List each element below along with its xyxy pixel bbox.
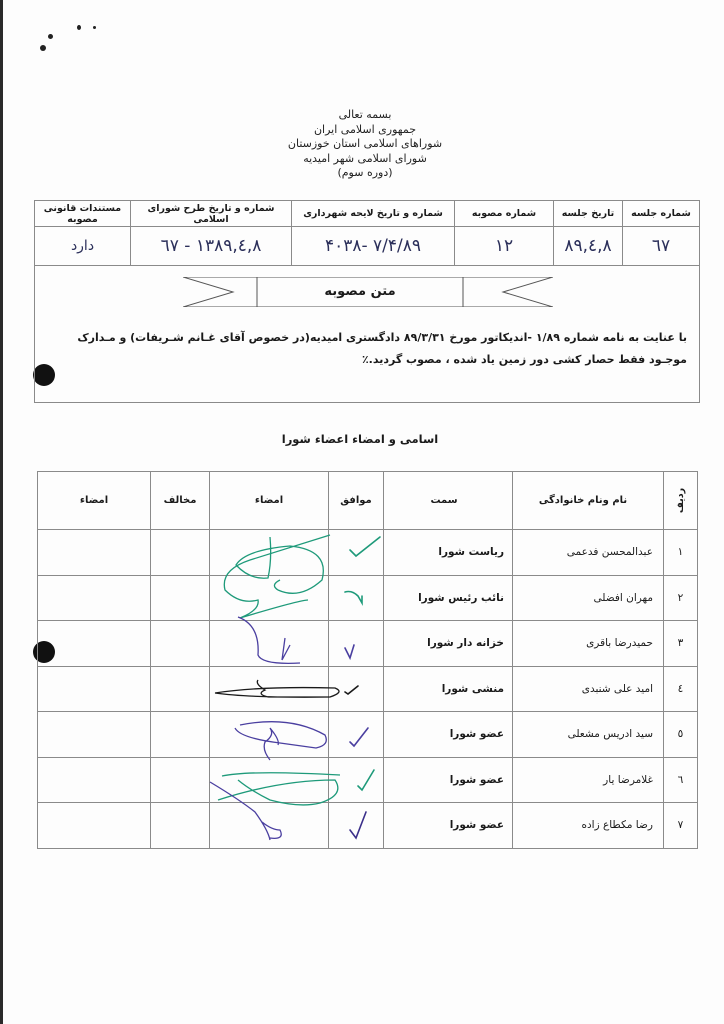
col-agree: موافق (329, 472, 384, 530)
member-name: امید علی شنبدی (513, 666, 664, 712)
col-session-date: تاریخ جلسه (554, 201, 623, 227)
member-oppose-signature-cell (38, 803, 151, 849)
member-signature-cell (210, 621, 329, 667)
member-signature-cell (210, 530, 329, 576)
member-index: ٧ (664, 803, 698, 849)
member-oppose-signature-cell (38, 575, 151, 621)
member-signature-cell (210, 666, 329, 712)
member-role: منشی شورا (384, 666, 513, 712)
member-row (38, 621, 698, 667)
member-row (38, 757, 698, 803)
member-role: نائب رئیس شورا (384, 575, 513, 621)
col-session-number: شماره جلسه (623, 201, 700, 227)
member-row (38, 575, 698, 621)
col-municipal-bill: شماره و تاریخ لایحه شهرداری (292, 201, 455, 227)
council-plan-value: ١٣٨٩,٤,٨ - ٦٧ (131, 227, 292, 266)
member-oppose-cell (151, 575, 210, 621)
member-oppose-signature-cell (38, 621, 151, 667)
member-index: ٣ (664, 621, 698, 667)
member-role: خزانه دار شورا (384, 621, 513, 667)
resolution-number-value: ١٢ (455, 227, 554, 266)
member-agree-cell (329, 757, 384, 803)
col-position: سمت (384, 472, 513, 530)
col-full-name: نام ونام خانوادگی (513, 472, 664, 530)
member-oppose-cell (151, 712, 210, 758)
member-role: عضو شورا (384, 712, 513, 758)
members-header-row (38, 472, 698, 530)
legal-basis-value: دارد (35, 227, 131, 266)
letterhead-line: جمهوری اسلامی ایران (313, 122, 417, 136)
member-agree-cell (329, 712, 384, 758)
member-agree-cell (329, 530, 384, 576)
member-name: مهران افضلی (513, 575, 664, 621)
resolution-header-table (34, 200, 700, 266)
header-row (35, 201, 700, 227)
member-agree-cell (329, 575, 384, 621)
session-date-value: ٨٩,٤,٨ (554, 227, 623, 266)
municipal-bill-value: ٨٩/۴/٧ -۴٠٣٨ (292, 227, 455, 266)
member-oppose-signature-cell (38, 712, 151, 758)
col-council-plan: شماره و تاریخ طرح شورای اسلامی (131, 201, 292, 227)
member-agree-cell (329, 621, 384, 667)
member-index: ٦ (664, 757, 698, 803)
member-name: رضا مکطاع زاده (513, 803, 664, 849)
member-name: سید ادریس مشعلی (513, 712, 664, 758)
col-oppose: مخالف (151, 472, 210, 530)
scan-speck (77, 25, 81, 30)
member-index: ٥ (664, 712, 698, 758)
members-body (38, 530, 698, 849)
member-signature-cell (210, 712, 329, 758)
member-row (38, 666, 698, 712)
session-number-value: ٦٧ (623, 227, 700, 266)
resolution-text: با عنایت به نامه شماره ۱/۸۹ -اندیکاتور مورخ ۸۹/۳/۳۱ دادگستری امیدیه(در خصوص آقای غـانم شـریفات) و مـدارک موجـود فقط حصار کشی دور زمین یاد شده ، مصوب گردید.٪ (77, 331, 687, 366)
col-row-number-label: ردیف (674, 487, 686, 514)
letterhead-line: بسمه تعالی (338, 108, 392, 121)
member-signature-cell (210, 575, 329, 621)
letterhead-line: شوراهای اسلامی استان خوزستان (287, 137, 443, 150)
member-role: عضو شورا (384, 803, 513, 849)
members-table (37, 471, 698, 849)
member-signature-cell (210, 803, 329, 849)
letterhead-line: (دوره سوم) (337, 166, 393, 179)
members-section-title: اسامی و امضاء اعضاء شورا (281, 432, 439, 446)
member-index: ٢ (664, 575, 698, 621)
member-name: حمیدرضا باقری (513, 621, 664, 667)
member-role: عضو شورا (384, 757, 513, 803)
member-signature-cell (210, 757, 329, 803)
col-resolution-number: شماره مصوبه (455, 201, 554, 227)
resolution-body (34, 265, 700, 403)
col-row-number (664, 472, 698, 530)
member-row (38, 803, 698, 849)
member-agree-cell (329, 666, 384, 712)
scan-speck (93, 26, 96, 29)
member-oppose-cell (151, 803, 210, 849)
letterhead (230, 108, 500, 181)
member-index: ١ (664, 530, 698, 576)
member-role: ریاست شورا (384, 530, 513, 576)
value-row (35, 227, 700, 266)
resolution-title: متن مصوبه (324, 284, 396, 299)
member-oppose-cell (151, 757, 210, 803)
member-oppose-cell (151, 530, 210, 576)
scan-edge (0, 0, 3, 1024)
member-oppose-cell (151, 621, 210, 667)
member-name: عبدالمحسن فدعمی (513, 530, 664, 576)
member-oppose-signature-cell (38, 666, 151, 712)
letterhead-line: شورای اسلامی شهر امیدیه (303, 151, 427, 165)
col-signature-oppose: امضاء (38, 472, 151, 530)
member-oppose-cell (151, 666, 210, 712)
member-oppose-signature-cell (38, 530, 151, 576)
member-name: غلامرضا یار (513, 757, 664, 803)
member-row (38, 712, 698, 758)
scan-speck (40, 45, 46, 51)
scan-speck (48, 34, 53, 39)
col-signature-agree: امضاء (210, 472, 329, 530)
col-legal-basis: مستندات قانونی مصوبه (35, 201, 131, 227)
member-row (38, 530, 698, 576)
member-index: ٤ (664, 666, 698, 712)
member-agree-cell (329, 803, 384, 849)
member-oppose-signature-cell (38, 757, 151, 803)
